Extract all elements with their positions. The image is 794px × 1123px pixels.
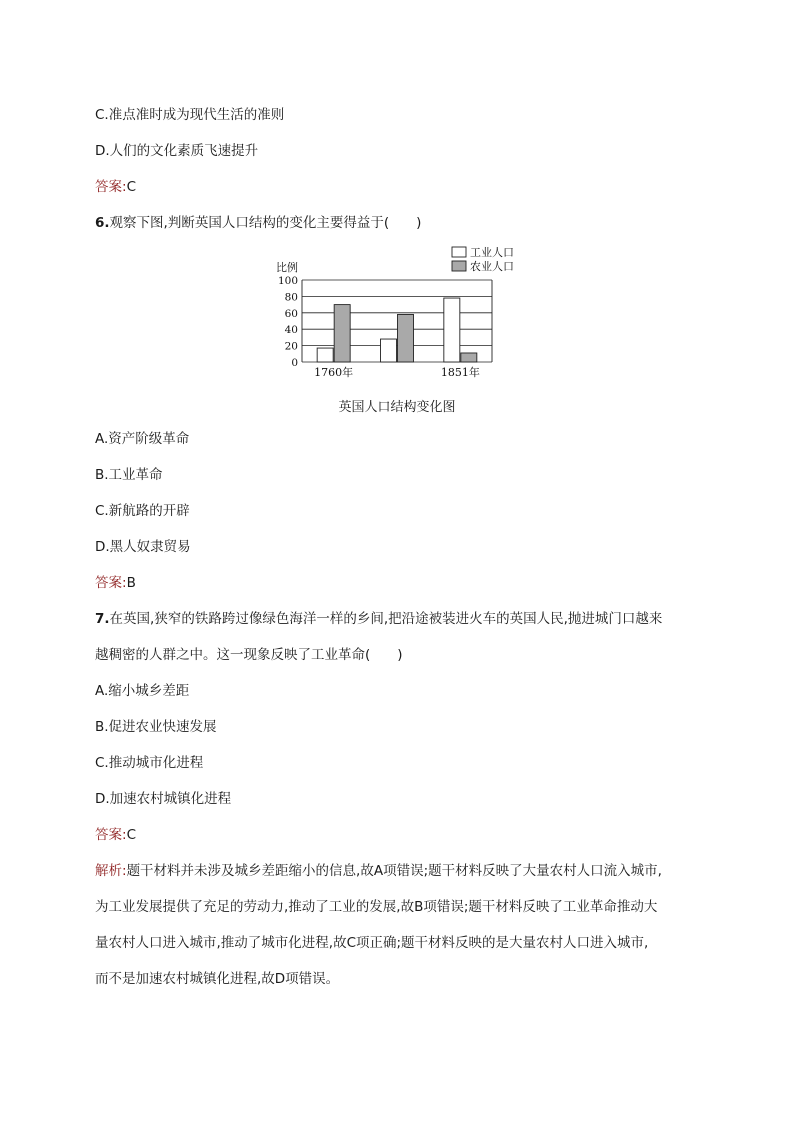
- q7-answer: [95, 826, 136, 844]
- question-text: 在英国,狭窄的铁路跨过像绿色海洋一样的乡间,把沿途被装进火车的英国人民,抛进城门口越来: [109, 611, 663, 627]
- analysis-text: 题干材料并未涉及城乡差距缩小的信息,故A项错误;题干材料反映了大量农村人口流入城市,: [126, 863, 662, 879]
- q7-analysis-line-3: 量农村人口进入城市,推动了城市化进程,故C项正确;题干材料反映的是大量农村人口进入城市,: [95, 935, 649, 951]
- answer-label: 答案:: [95, 179, 127, 195]
- x-axis-ticks: [314, 365, 480, 379]
- legend-label: 农业人口: [470, 260, 514, 273]
- y-axis-label: 比例: [276, 261, 298, 274]
- q7-analysis-line-4: 而不是加速农村城镇化进程,故D项错误。: [95, 971, 340, 987]
- question-number: 6.: [95, 215, 110, 231]
- q5-option-c: C.准点准时成为现代生活的准则: [95, 107, 285, 123]
- population-structure-chart: [270, 240, 530, 382]
- y-tick-label: 80: [284, 291, 298, 304]
- y-tick-label: 20: [284, 340, 298, 353]
- bar-agricultural: [398, 314, 414, 362]
- q7-option-a: A.缩小城乡差距: [95, 683, 190, 699]
- q6-option-a: A.资产阶级革命: [95, 431, 190, 447]
- answer-value: C: [126, 179, 136, 195]
- bar-agricultural: [334, 305, 350, 362]
- q7-analysis-line-2: 为工业发展提供了充足的劳动力,推动了工业的发展,故B项错误;题干材料反映了工业革命推动大: [95, 899, 658, 915]
- q5-option-d: D.人们的文化素质飞速提升: [95, 143, 259, 159]
- q7-stem-line-1: [95, 610, 662, 628]
- answer-value: C: [126, 827, 136, 843]
- question-number: 7.: [95, 611, 110, 627]
- bar-industrial: [381, 339, 397, 362]
- q7-option-c: C.推动城市化进程: [95, 755, 204, 771]
- y-tick-label: 40: [284, 324, 298, 337]
- legend-swatch: [452, 261, 466, 271]
- x-tick-label: 1760年: [314, 366, 354, 379]
- chart-bars: [317, 298, 477, 362]
- analysis-label: 解析:: [95, 863, 127, 879]
- q6-option-c: C.新航路的开辟: [95, 503, 190, 519]
- q6-option-d: D.黑人奴隶贸易: [95, 539, 191, 555]
- answer-label: 答案:: [95, 575, 127, 591]
- bar-industrial: [444, 298, 460, 362]
- bar-agricultural: [461, 353, 477, 362]
- legend-swatch: [452, 247, 466, 257]
- q5-answer: [95, 178, 136, 196]
- y-tick-label: 60: [284, 307, 298, 320]
- bar-industrial: [317, 348, 333, 362]
- chart-legend: [452, 245, 514, 273]
- q7-option-d: D.加速农村城镇化进程: [95, 791, 232, 807]
- chart-title: 英国人口结构变化图: [338, 400, 456, 415]
- legend-label: 工业人口: [470, 246, 514, 259]
- q6-answer: [95, 574, 136, 592]
- q6-option-b: B.工业革命: [95, 467, 163, 483]
- q7-stem-line-2: 越稠密的人群之中。这一现象反映了工业革命( ): [95, 647, 403, 663]
- q6-stem: [95, 214, 421, 232]
- q7-analysis-line-1: [95, 862, 662, 880]
- answer-label: 答案:: [95, 827, 127, 843]
- x-tick-label: 1851年: [440, 366, 480, 379]
- q7-option-b: B.促进农业快速发展: [95, 719, 217, 735]
- y-tick-label: 100: [277, 275, 298, 287]
- question-text: 观察下图,判断英国人口结构的变化主要得益于( ): [109, 215, 422, 231]
- y-tick-label: 0: [291, 357, 298, 369]
- answer-value: B: [126, 575, 136, 591]
